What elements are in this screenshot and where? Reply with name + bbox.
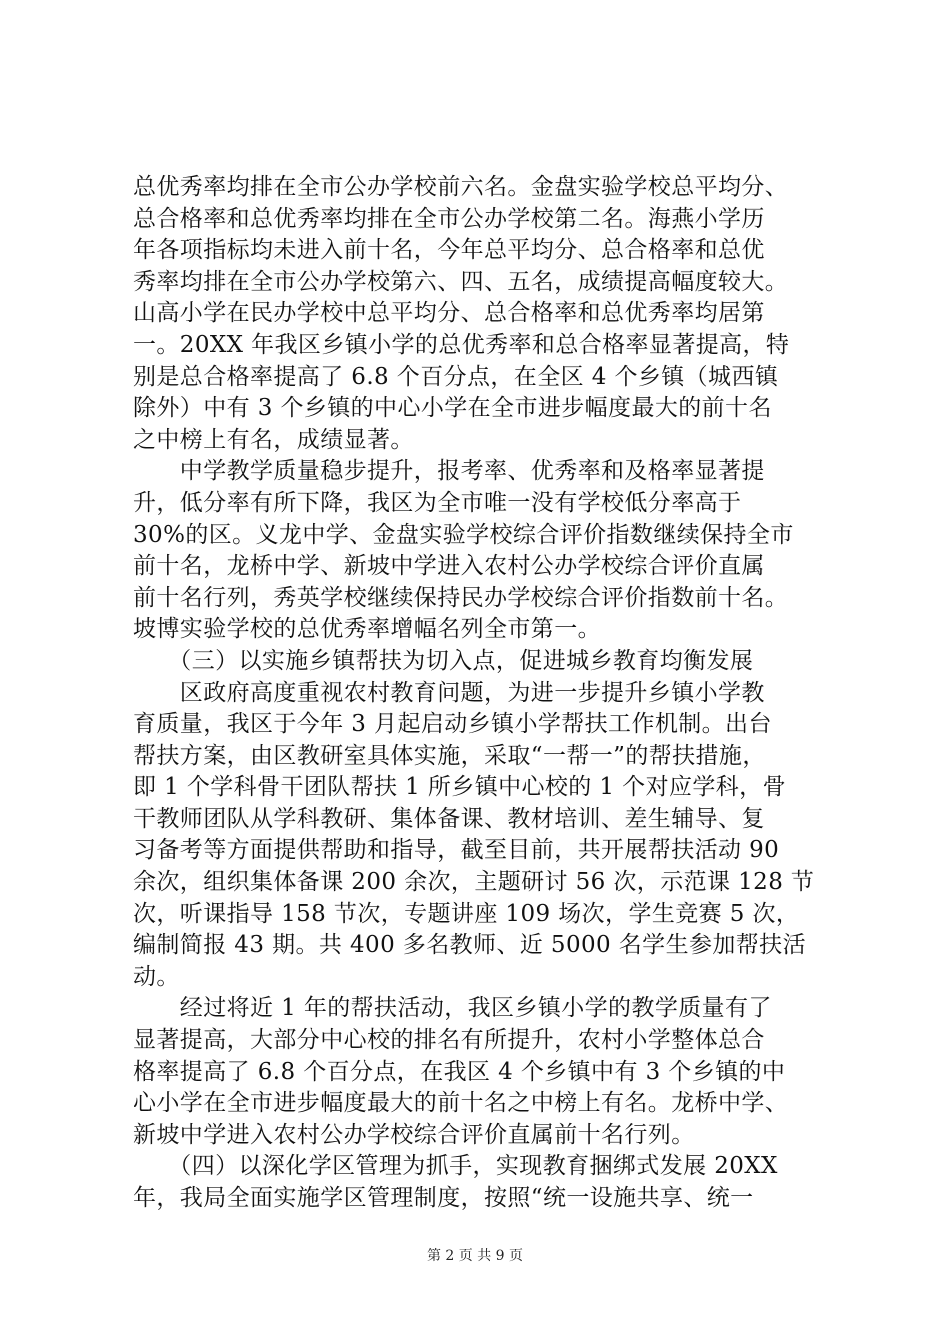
text-line: 显著提高，大部分中心校的排名有所提升，农村小学整体总合 — [133, 1027, 765, 1054]
text-line: 动。 — [133, 963, 180, 990]
text-line: 格率提高了 6.8 个百分点，在我区 4 个乡镇中有 3 个乡镇的中 — [133, 1058, 786, 1085]
text-line: 前十名，龙桥中学、新坡中学进入农村公办学校综合评价直属 — [133, 553, 765, 580]
text-line: 除外）中有 3 个乡镇的中心小学在全市进步幅度最大的前十名 — [133, 395, 772, 422]
text-line: 年，我局全面实施学区管理制度，按照“统一设施共享、统一 — [133, 1185, 754, 1211]
text-line: 秀率均排在全市公办学校第六、四、五名，成绩提高幅度较大。 — [133, 268, 789, 295]
text-line: 区政府高度重视农村教育问题，为进一步提升乡镇小学教 — [133, 679, 765, 706]
text-line: （四）以深化学区管理为抓手，实现教育捆绑式发展 20XX — [133, 1153, 778, 1180]
text-line: 30%的区。义龙中学、金盘实验学校综合评价指数继续保持全市 — [133, 521, 794, 548]
text-line: 育质量，我区于今年 3 月起启动乡镇小学帮扶工作机制。出台 — [133, 711, 772, 738]
text-line: 前十名行列，秀英学校继续保持民办学校综合评价指数前十名。 — [133, 584, 789, 611]
text-line: 心小学在全市进步幅度最大的前十名之中榜上有名。龙桥中学、 — [133, 1090, 789, 1117]
text-line: 帮扶方案，由区教研室具体实施，采取“一帮一”的帮扶措施， — [133, 742, 766, 769]
text-line: 新坡中学进入农村公办学校综合评价直属前十名行列。 — [133, 1121, 695, 1148]
text-line: 一。20XX 年我区乡镇小学的总优秀率和总合格率显著提高，特 — [133, 331, 790, 358]
text-line: 余次，组织集体备课 200 余次，主题研讨 56 次，示范课 128 节 — [133, 869, 815, 896]
text-line: 别是总合格率提高了 6.8 个百分点，在全区 4 个乡镇（城西镇 — [133, 363, 779, 390]
text-line: 经过将近 1 年的帮扶活动，我区乡镇小学的教学质量有了 — [133, 995, 772, 1022]
text-line: （三）以实施乡镇帮扶为切入点，促进城乡教育均衡发展 — [133, 647, 754, 674]
text-line: 升，低分率有所下降，我区为全市唯一没有学校低分率高于 — [133, 489, 742, 516]
text-line: 坡博实验学校的总优秀率增幅名列全市第一。 — [133, 616, 601, 643]
text-line: 即 1 个学科骨干团队帮扶 1 所乡镇中心校的 1 个对应学科，骨 — [133, 774, 786, 801]
text-line: 编制简报 43 期。共 400 多名教师、近 5000 名学生参加帮扶活 — [133, 932, 806, 959]
text-line: 中学教学质量稳步提升，报考率、优秀率和及格率显著提 — [133, 458, 765, 485]
text-line: 之中榜上有名，成绩显著。 — [133, 426, 414, 453]
text-line: 山高小学在民办学校中总平均分、总合格率和总优秀率均居第 — [133, 300, 765, 327]
text-line: 总优秀率均排在全市公办学校前六名。金盘实验学校总平均分、 — [133, 174, 789, 200]
document-body — [133, 172, 833, 1215]
text-line: 总合格率和总优秀率均排在全市公办学校第二名。海燕小学历 — [133, 205, 765, 232]
page-footer: 第 2 页 共 9 页 — [426, 1248, 524, 1264]
text-line: 次，听课指导 158 节次，专题讲座 109 场次，学生竞赛 5 次， — [133, 900, 800, 927]
text-line: 年各项指标均未进入前十名，今年总平均分、总合格率和总优 — [133, 237, 765, 264]
text-line: 习备考等方面提供帮助和指导，截至目前，共开展帮扶活动 90 — [133, 837, 780, 864]
text-line: 干教师团队从学科教研、集体备课、教材培训、差生辅导、复 — [133, 805, 765, 832]
